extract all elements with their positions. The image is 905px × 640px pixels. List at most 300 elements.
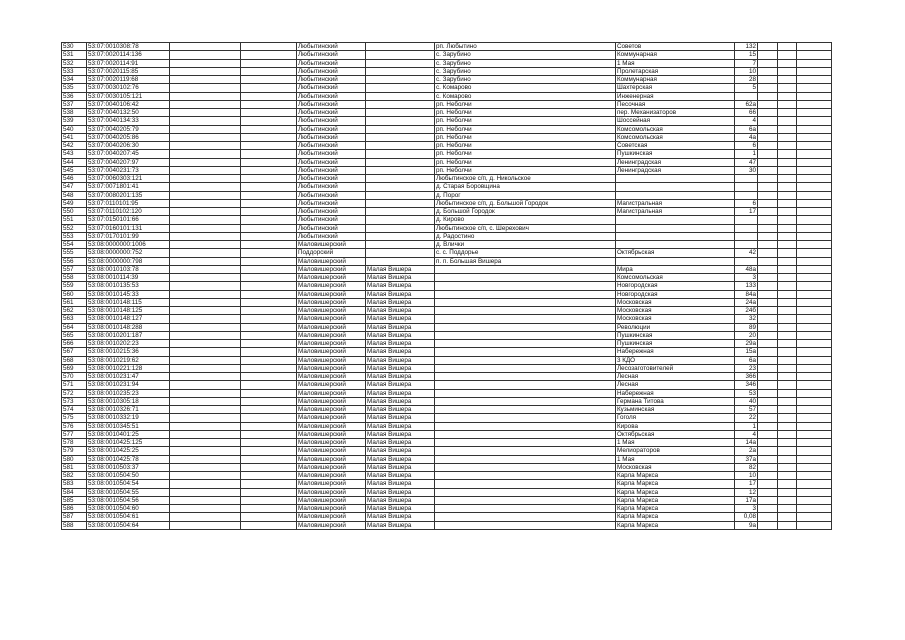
settlement-cell: Малая Вишера: [366, 323, 435, 331]
col-3-cell: [170, 84, 241, 92]
col-11-cell: [778, 331, 797, 339]
row-number-cell: 574: [62, 406, 87, 414]
district-cell: Маловишерский: [297, 439, 366, 447]
col-10-cell: [758, 356, 778, 364]
row-number-cell: 581: [62, 463, 87, 471]
table-row: [62, 109, 832, 117]
settlement-cell: Малая Вишера: [366, 480, 435, 488]
col-10-cell: [758, 76, 778, 84]
col-11-cell: [778, 216, 797, 224]
locality-cell: рп. Неболчи: [435, 150, 616, 158]
col-10-cell: [758, 414, 778, 422]
street-cell: 1 Мая: [616, 439, 735, 447]
col-12-cell: [797, 340, 832, 348]
col-4-cell: [241, 480, 297, 488]
district-cell: Любытинский: [297, 133, 366, 141]
col-10-cell: [758, 216, 778, 224]
col-10-cell: [758, 265, 778, 273]
col-11-cell: [778, 158, 797, 166]
col-11-cell: [778, 249, 797, 257]
col-4-cell: [241, 224, 297, 232]
locality-cell: с. Зарубино: [435, 59, 616, 67]
col-3-cell: [170, 513, 241, 521]
table-row: [62, 257, 832, 265]
cadastral-number-cell: 53:07:0020114:136: [87, 51, 170, 59]
col-3-cell: [170, 43, 241, 51]
cadastral-number-cell: 53:08:0010425:78: [87, 455, 170, 463]
row-number-cell: 559: [62, 282, 87, 290]
row-number-cell: 530: [62, 43, 87, 51]
street-cell: [616, 241, 735, 249]
cadastral-number-cell: 53:07:0020119:68: [87, 76, 170, 84]
col-12-cell: [797, 241, 832, 249]
locality-cell: [435, 331, 616, 339]
settlement-cell: [366, 51, 435, 59]
street-cell: Кирова: [616, 422, 735, 430]
col-3-cell: [170, 340, 241, 348]
col-3-cell: [170, 133, 241, 141]
col-11-cell: [778, 414, 797, 422]
settlement-cell: Малая Вишера: [366, 265, 435, 273]
house-number-cell: 1: [735, 422, 758, 430]
col-3-cell: [170, 488, 241, 496]
street-cell: Пролетарская: [616, 67, 735, 75]
col-12-cell: [797, 381, 832, 389]
row-number-cell: 540: [62, 125, 87, 133]
col-4-cell: [241, 381, 297, 389]
house-number-cell: 10: [735, 472, 758, 480]
col-10-cell: [758, 430, 778, 438]
table-row: [62, 439, 832, 447]
district-cell: Маловишерский: [297, 282, 366, 290]
col-4-cell: [241, 175, 297, 183]
col-4-cell: [241, 133, 297, 141]
col-10-cell: [758, 397, 778, 405]
col-4-cell: [241, 422, 297, 430]
cadastral-number-cell: 53:07:0040205:86: [87, 133, 170, 141]
cadastral-number-cell: 53:08:0010504:61: [87, 513, 170, 521]
col-4-cell: [241, 59, 297, 67]
street-cell: [616, 257, 735, 265]
col-3-cell: [170, 447, 241, 455]
street-cell: Шахтерская: [616, 84, 735, 92]
row-number-cell: 545: [62, 166, 87, 174]
col-11-cell: [778, 142, 797, 150]
col-11-cell: [778, 175, 797, 183]
col-12-cell: [797, 364, 832, 372]
locality-cell: [435, 480, 616, 488]
col-3-cell: [170, 158, 241, 166]
col-4-cell: [241, 183, 297, 191]
settlement-cell: [366, 224, 435, 232]
col-12-cell: [797, 175, 832, 183]
col-3-cell: [170, 249, 241, 257]
row-number-cell: 539: [62, 117, 87, 125]
row-number-cell: 542: [62, 142, 87, 150]
cadastral-number-cell: 53:08:0010231:94: [87, 381, 170, 389]
col-12-cell: [797, 488, 832, 496]
street-cell: Пушкинская: [616, 150, 735, 158]
district-cell: Маловишерский: [297, 472, 366, 480]
col-12-cell: [797, 307, 832, 315]
cadastral-number-cell: 53:08:0010202:23: [87, 340, 170, 348]
col-4-cell: [241, 166, 297, 174]
house-number-cell: 66: [735, 109, 758, 117]
street-cell: Лесная: [616, 381, 735, 389]
table-row: [62, 480, 832, 488]
district-cell: Любытинский: [297, 216, 366, 224]
col-11-cell: [778, 191, 797, 199]
col-10-cell: [758, 348, 778, 356]
col-4-cell: [241, 373, 297, 381]
district-cell: Маловишерский: [297, 356, 366, 364]
col-11-cell: [778, 406, 797, 414]
district-cell: Маловишерский: [297, 265, 366, 273]
row-number-cell: 563: [62, 315, 87, 323]
cadastral-number-cell: 53:07:0160101:131: [87, 224, 170, 232]
col-11-cell: [778, 224, 797, 232]
settlement-cell: Малая Вишера: [366, 356, 435, 364]
col-11-cell: [778, 397, 797, 405]
district-cell: Маловишерский: [297, 505, 366, 513]
table-row: [62, 513, 832, 521]
cadastral-number-cell: 53:08:0010345:51: [87, 422, 170, 430]
house-number-cell: 62а: [735, 100, 758, 108]
settlement-cell: Малая Вишера: [366, 447, 435, 455]
cadastral-number-cell: 53:08:0010504:50: [87, 472, 170, 480]
col-10-cell: [758, 381, 778, 389]
col-12-cell: [797, 274, 832, 282]
col-4-cell: [241, 117, 297, 125]
locality-cell: [435, 307, 616, 315]
street-cell: Лесозаготовителей: [616, 364, 735, 372]
col-11-cell: [778, 439, 797, 447]
col-4-cell: [241, 472, 297, 480]
locality-cell: [435, 397, 616, 405]
col-3-cell: [170, 463, 241, 471]
street-cell: Набережная: [616, 348, 735, 356]
row-number-cell: 531: [62, 51, 87, 59]
col-10-cell: [758, 92, 778, 100]
locality-cell: Любытинское с/п, д. Большой Городок: [435, 199, 616, 207]
settlement-cell: Малая Вишера: [366, 488, 435, 496]
district-cell: Любытинский: [297, 175, 366, 183]
table-row: [62, 125, 832, 133]
settlement-cell: Малая Вишера: [366, 496, 435, 504]
locality-cell: д. Большой Городок: [435, 208, 616, 216]
house-number-cell: [735, 92, 758, 100]
row-number-cell: 566: [62, 340, 87, 348]
cadastral-number-cell: 53:08:0010425:125: [87, 439, 170, 447]
col-11-cell: [778, 488, 797, 496]
col-12-cell: [797, 208, 832, 216]
street-cell: Советская: [616, 142, 735, 150]
locality-cell: [435, 389, 616, 397]
col-10-cell: [758, 331, 778, 339]
table-row: [62, 348, 832, 356]
col-3-cell: [170, 406, 241, 414]
col-10-cell: [758, 274, 778, 282]
locality-cell: [435, 373, 616, 381]
row-number-cell: 534: [62, 76, 87, 84]
locality-cell: с. Комарово: [435, 92, 616, 100]
cadastral-number-cell: 53:08:0010114:39: [87, 274, 170, 282]
settlement-cell: Малая Вишера: [366, 389, 435, 397]
col-10-cell: [758, 43, 778, 51]
col-3-cell: [170, 298, 241, 306]
col-3-cell: [170, 76, 241, 84]
house-number-cell: 6: [735, 142, 758, 150]
locality-cell: [435, 406, 616, 414]
row-number-cell: 576: [62, 422, 87, 430]
row-number-cell: 568: [62, 356, 87, 364]
street-cell: Магистральная: [616, 199, 735, 207]
cadastral-number-cell: 53:08:0010221:128: [87, 364, 170, 372]
table-row: [62, 183, 832, 191]
settlement-cell: Малая Вишера: [366, 414, 435, 422]
row-number-cell: 562: [62, 307, 87, 315]
col-4-cell: [241, 249, 297, 257]
street-cell: Карла Маркса: [616, 496, 735, 504]
settlement-cell: Малая Вишера: [366, 455, 435, 463]
col-3-cell: [170, 422, 241, 430]
table-row: [62, 100, 832, 108]
street-cell: [616, 216, 735, 224]
settlement-cell: [366, 100, 435, 108]
col-3-cell: [170, 232, 241, 240]
row-number-cell: 585: [62, 496, 87, 504]
settlement-cell: Малая Вишера: [366, 274, 435, 282]
cadastral-number-cell: 53:08:0010425:25: [87, 447, 170, 455]
table-row: [62, 521, 832, 529]
settlement-cell: Малая Вишера: [366, 348, 435, 356]
cadastral-number-cell: 53:07:0040132:50: [87, 109, 170, 117]
row-number-cell: 571: [62, 381, 87, 389]
cadastral-number-cell: 53:07:0080201:135: [87, 191, 170, 199]
table-row: [62, 175, 832, 183]
cadastral-number-cell: 53:08:0010215:36: [87, 348, 170, 356]
col-10-cell: [758, 480, 778, 488]
row-number-cell: 588: [62, 521, 87, 529]
table-row: [62, 389, 832, 397]
locality-cell: рп. Неболчи: [435, 166, 616, 174]
street-cell: Магистральная: [616, 208, 735, 216]
settlement-cell: Малая Вишера: [366, 290, 435, 298]
house-number-cell: 42: [735, 249, 758, 257]
table-row: [62, 241, 832, 249]
col-12-cell: [797, 117, 832, 125]
col-10-cell: [758, 472, 778, 480]
col-10-cell: [758, 117, 778, 125]
district-cell: Маловишерский: [297, 397, 366, 405]
cadastral-number-cell: 53:08:0010503:37: [87, 463, 170, 471]
col-3-cell: [170, 373, 241, 381]
locality-cell: [435, 282, 616, 290]
col-11-cell: [778, 117, 797, 125]
settlement-cell: [366, 232, 435, 240]
district-cell: Любытинский: [297, 76, 366, 84]
col-10-cell: [758, 67, 778, 75]
district-cell: Маловишерский: [297, 463, 366, 471]
cadastral-number-cell: 53:07:0040207:97: [87, 158, 170, 166]
col-12-cell: [797, 356, 832, 364]
col-3-cell: [170, 397, 241, 405]
col-3-cell: [170, 92, 241, 100]
col-11-cell: [778, 315, 797, 323]
settlement-cell: Малая Вишера: [366, 422, 435, 430]
row-number-cell: 544: [62, 158, 87, 166]
col-10-cell: [758, 59, 778, 67]
col-12-cell: [797, 496, 832, 504]
table-row: [62, 307, 832, 315]
col-4-cell: [241, 76, 297, 84]
cadastral-number-cell: 53:07:0110102:120: [87, 208, 170, 216]
col-10-cell: [758, 406, 778, 414]
col-11-cell: [778, 232, 797, 240]
settlement-cell: Малая Вишера: [366, 397, 435, 405]
cadastral-number-cell: 53:08:0010135:53: [87, 282, 170, 290]
col-10-cell: [758, 505, 778, 513]
col-4-cell: [241, 505, 297, 513]
col-4-cell: [241, 67, 297, 75]
settlement-cell: [366, 191, 435, 199]
district-cell: Любытинский: [297, 117, 366, 125]
table-row: [62, 422, 832, 430]
col-4-cell: [241, 463, 297, 471]
locality-cell: рп. Неболчи: [435, 100, 616, 108]
house-number-cell: 6а: [735, 125, 758, 133]
row-number-cell: 558: [62, 274, 87, 282]
house-number-cell: 17: [735, 480, 758, 488]
col-4-cell: [241, 315, 297, 323]
table-row: [62, 290, 832, 298]
cadastral-number-cell: 53:08:0010231:47: [87, 373, 170, 381]
locality-cell: д. Старая Боровщина: [435, 183, 616, 191]
street-cell: Московская: [616, 315, 735, 323]
cadastral-number-cell: 53:08:0010235:23: [87, 389, 170, 397]
col-12-cell: [797, 158, 832, 166]
house-number-cell: 6: [735, 199, 758, 207]
col-11-cell: [778, 290, 797, 298]
house-number-cell: 9а: [735, 521, 758, 529]
district-cell: Маловишерский: [297, 364, 366, 372]
table-row: [62, 373, 832, 381]
row-number-cell: 569: [62, 364, 87, 372]
col-4-cell: [241, 274, 297, 282]
house-number-cell: 22: [735, 414, 758, 422]
col-12-cell: [797, 232, 832, 240]
district-cell: Любытинский: [297, 166, 366, 174]
col-11-cell: [778, 265, 797, 273]
row-number-cell: 536: [62, 92, 87, 100]
col-10-cell: [758, 133, 778, 141]
settlement-cell: [366, 117, 435, 125]
row-number-cell: 549: [62, 199, 87, 207]
col-11-cell: [778, 133, 797, 141]
col-3-cell: [170, 290, 241, 298]
locality-cell: [435, 463, 616, 471]
house-number-cell: [735, 257, 758, 265]
settlement-cell: [366, 92, 435, 100]
row-number-cell: 533: [62, 67, 87, 75]
street-cell: Коммунарная: [616, 51, 735, 59]
col-10-cell: [758, 513, 778, 521]
col-11-cell: [778, 282, 797, 290]
locality-cell: рп. Неболчи: [435, 117, 616, 125]
table-row: [62, 397, 832, 405]
row-number-cell: 535: [62, 84, 87, 92]
row-number-cell: 538: [62, 109, 87, 117]
street-cell: Коммунарная: [616, 76, 735, 84]
cadastral-number-cell: 53:08:0010332:19: [87, 414, 170, 422]
table-row: [62, 142, 832, 150]
col-4-cell: [241, 439, 297, 447]
locality-cell: [435, 521, 616, 529]
col-4-cell: [241, 455, 297, 463]
district-cell: Маловишерский: [297, 340, 366, 348]
settlement-cell: [366, 216, 435, 224]
settlement-cell: [366, 208, 435, 216]
col-3-cell: [170, 150, 241, 158]
col-11-cell: [778, 84, 797, 92]
col-4-cell: [241, 290, 297, 298]
col-12-cell: [797, 199, 832, 207]
house-number-cell: 7: [735, 59, 758, 67]
district-cell: Маловишерский: [297, 389, 366, 397]
locality-cell: с. Комарово: [435, 84, 616, 92]
col-12-cell: [797, 463, 832, 471]
col-11-cell: [778, 166, 797, 174]
col-11-cell: [778, 373, 797, 381]
col-3-cell: [170, 455, 241, 463]
district-cell: Любытинский: [297, 208, 366, 216]
house-number-cell: 346: [735, 381, 758, 389]
table-row: [62, 340, 832, 348]
col-3-cell: [170, 315, 241, 323]
col-4-cell: [241, 348, 297, 356]
district-cell: Маловишерский: [297, 488, 366, 496]
street-cell: Пушкинская: [616, 340, 735, 348]
col-4-cell: [241, 125, 297, 133]
col-10-cell: [758, 183, 778, 191]
settlement-cell: [366, 142, 435, 150]
col-11-cell: [778, 67, 797, 75]
house-number-cell: 57: [735, 406, 758, 414]
street-cell: Карла Маркса: [616, 513, 735, 521]
table-row: [62, 282, 832, 290]
cadastral-number-cell: 53:08:0010201:187: [87, 331, 170, 339]
col-3-cell: [170, 109, 241, 117]
locality-cell: [435, 274, 616, 282]
col-4-cell: [241, 331, 297, 339]
settlement-cell: [366, 199, 435, 207]
col-10-cell: [758, 340, 778, 348]
district-cell: Любытинский: [297, 100, 366, 108]
col-12-cell: [797, 290, 832, 298]
district-cell: Маловишерский: [297, 348, 366, 356]
col-12-cell: [797, 76, 832, 84]
locality-cell: [435, 505, 616, 513]
row-number-cell: 577: [62, 430, 87, 438]
table-row: [62, 158, 832, 166]
house-number-cell: 4а: [735, 133, 758, 141]
col-3-cell: [170, 265, 241, 273]
col-4-cell: [241, 51, 297, 59]
cadastral-number-cell: 53:08:0000000:1006: [87, 241, 170, 249]
street-cell: Карла Маркса: [616, 480, 735, 488]
locality-cell: [435, 439, 616, 447]
settlement-cell: Малая Вишера: [366, 364, 435, 372]
